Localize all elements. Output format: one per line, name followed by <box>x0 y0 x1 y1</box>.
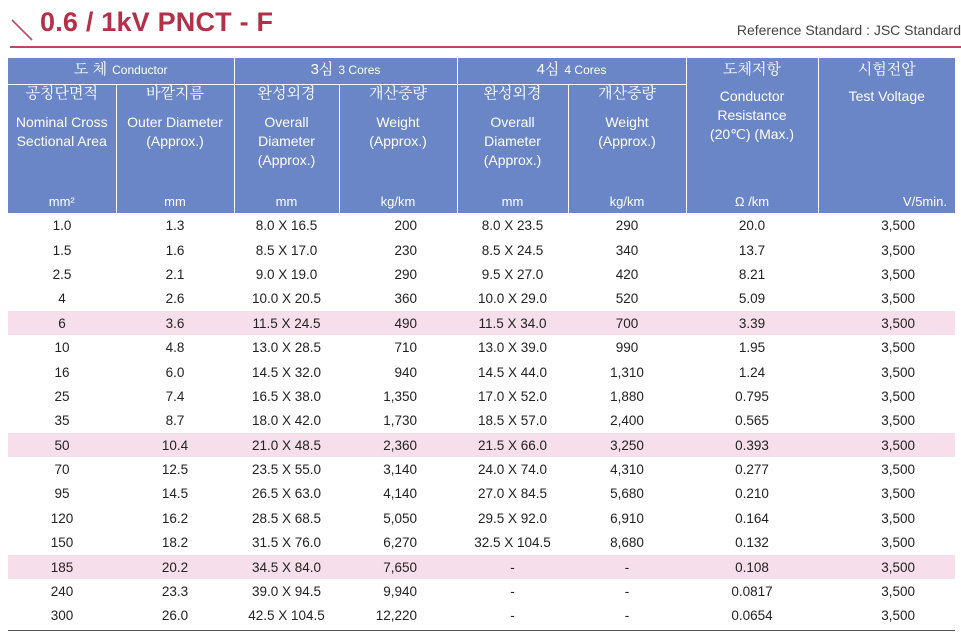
cell-resistance: 8.21 <box>738 266 766 282</box>
cell-outer-diameter: 4.8 <box>165 340 185 356</box>
reference-standard: Reference Standard : JSC Standard <box>736 22 961 38</box>
cell-weight-3: 1,730 <box>383 413 417 429</box>
cell-resistance: 0.393 <box>686 433 818 457</box>
cell-test-voltage: 3,500 <box>881 535 915 551</box>
bottom-divider <box>8 630 955 631</box>
cell-weight-4: 6,910 <box>610 510 644 526</box>
cell-area: 1.0 <box>52 217 72 233</box>
cell-weight-3: 6,270 <box>383 535 417 551</box>
cell-test-voltage: 3,500 <box>881 340 915 356</box>
cell-test-voltage: 3,500 <box>881 388 915 404</box>
cell-area: 25 <box>54 388 70 404</box>
header-4-cores: 4심 4 Cores <box>457 58 686 85</box>
title-bar <box>0 0 961 50</box>
cell-weight-4: - <box>624 584 630 600</box>
cell-area: 240 <box>50 584 74 600</box>
cell-resistance: 13.7 <box>738 242 766 258</box>
cell-resistance: 0.132 <box>735 535 769 551</box>
cell-overall-diameter-4: 10.0 X 29.0 <box>477 291 548 307</box>
cell-weight-4: 3,250 <box>568 433 686 457</box>
cell-test-voltage: 3,500 <box>881 364 915 380</box>
cell-weight-4: 990 <box>615 340 639 356</box>
table-row <box>8 238 955 262</box>
cell-overall-diameter-3: 23.5 X 55.0 <box>251 462 322 478</box>
cell-resistance: 0.277 <box>735 462 769 478</box>
cell-area: 70 <box>54 462 70 478</box>
cell-overall-diameter-4: 21.5 X 66.0 <box>457 433 568 457</box>
cell-weight-3: 9,940 <box>383 584 417 600</box>
cell-test-voltage: 3,500 <box>818 555 955 579</box>
cell-overall-diameter-3: 14.5 X 32.0 <box>251 364 322 380</box>
cell-test-voltage: 3,500 <box>881 266 915 282</box>
cell-overall-diameter-3: 8.0 X 16.5 <box>255 217 318 233</box>
cell-resistance: 20.0 <box>738 218 766 234</box>
cell-outer-diameter: 3.6 <box>116 311 234 335</box>
cell-overall-diameter-3: 18.0 X 42.0 <box>251 413 322 429</box>
cell-weight-3: 1,350 <box>383 388 417 404</box>
table-row <box>8 409 955 433</box>
cell-area: 1.5 <box>52 242 72 258</box>
cell-overall-diameter-3: 39.0 X 94.5 <box>251 584 322 600</box>
cell-resistance: 0.795 <box>735 388 769 404</box>
cell-outer-diameter: 6.0 <box>165 364 185 380</box>
cell-weight-4: 420 <box>615 266 639 282</box>
cell-weight-3: 5,050 <box>383 510 417 526</box>
cell-overall-diameter-3: 9.0 X 19.0 <box>255 266 318 282</box>
cell-overall-diameter-4: 11.5 X 34.0 <box>457 311 568 335</box>
cell-weight-4: 340 <box>615 242 639 258</box>
header-voltage: 시험전압 Test Voltage V/5min. <box>818 58 955 213</box>
cell-area: 2.5 <box>52 266 72 282</box>
cell-overall-diameter-3: 8.5 X 17.0 <box>255 242 318 258</box>
header-overall-diameter-3: 완성외경 Overall Diameter (Approx.) mm <box>234 85 339 214</box>
cell-weight-4: - <box>624 608 630 624</box>
cell-overall-diameter-4: 14.5 X 44.0 <box>477 364 548 380</box>
cell-weight-3: 230 <box>394 242 417 258</box>
cell-outer-diameter: 2.1 <box>165 266 185 282</box>
cell-overall-diameter-4: 13.0 X 39.0 <box>477 340 548 356</box>
table-row <box>8 531 955 555</box>
cell-test-voltage: 3,500 <box>818 311 955 335</box>
cell-test-voltage: 3,500 <box>881 462 915 478</box>
cell-overall-diameter-3: 28.5 X 68.5 <box>251 510 322 526</box>
cell-overall-diameter-4: 17.0 X 52.0 <box>477 388 548 404</box>
header-weight-3: 개산중량 Weight (Approx.) kg/km <box>339 85 457 214</box>
cell-area: 35 <box>54 413 70 429</box>
cell-outer-diameter: 12.5 <box>161 462 189 478</box>
table-row <box>8 579 955 603</box>
cell-area: 120 <box>50 510 74 526</box>
cell-resistance: 0.164 <box>735 510 769 526</box>
header-resistance: 도체저항 Conductor Resistance (20℃) (Max.) Ω /km <box>686 58 818 213</box>
cell-area: 16 <box>54 364 70 380</box>
cell-outer-diameter: 7.4 <box>165 388 185 404</box>
cell-overall-diameter-4: 8.0 X 23.5 <box>481 217 544 233</box>
table-row <box>8 555 955 579</box>
cell-resistance: 0.210 <box>735 486 769 502</box>
cell-resistance: 0.565 <box>735 413 769 429</box>
cell-overall-diameter-4: 8.5 X 24.5 <box>481 242 544 258</box>
spec-table <box>8 58 955 628</box>
table-row <box>8 311 955 335</box>
header-overall-diameter-4: 완성외경 Overall Diameter (Approx.) mm <box>457 85 568 214</box>
cell-test-voltage: 3,500 <box>881 242 915 258</box>
cell-weight-3: 7,650 <box>339 555 457 579</box>
cell-outer-diameter: 14.5 <box>161 486 189 502</box>
cell-outer-diameter: 18.2 <box>161 535 189 551</box>
cell-resistance: 0.108 <box>686 555 818 579</box>
cell-weight-4: 5,680 <box>610 486 644 502</box>
cell-weight-3: 490 <box>339 311 457 335</box>
cell-resistance: 1.95 <box>738 340 766 356</box>
cell-overall-diameter-3: 13.0 X 28.5 <box>251 340 322 356</box>
header-outer-diameter: 바깥지름 Outer Diameter (Approx.) mm <box>116 85 234 214</box>
cell-weight-4: 290 <box>615 217 639 233</box>
cell-overall-diameter-3: 16.5 X 38.0 <box>251 388 322 404</box>
cell-area: 50 <box>8 433 116 457</box>
cell-overall-diameter-4: - <box>510 584 515 600</box>
table-row <box>8 287 955 311</box>
cell-resistance: 3.39 <box>686 311 818 335</box>
cell-area: 95 <box>54 486 70 502</box>
header-nominal-area: 공칭단면적 Nominal Cross Sectional Area mm² <box>8 85 116 214</box>
cell-weight-3: 12,220 <box>375 608 417 624</box>
cell-resistance: 5.09 <box>738 291 766 307</box>
cell-outer-diameter: 20.2 <box>116 555 234 579</box>
cell-outer-diameter: 10.4 <box>116 433 234 457</box>
table-row <box>8 335 955 359</box>
cell-test-voltage: 3,500 <box>881 291 915 307</box>
cell-weight-4: 700 <box>568 311 686 335</box>
table-row <box>8 213 955 238</box>
cell-weight-3: 3,140 <box>383 462 417 478</box>
cell-outer-diameter: 16.2 <box>161 510 189 526</box>
header-conductor: 도 체 Conductor <box>8 58 234 85</box>
cell-resistance: 0.0817 <box>731 584 773 600</box>
cell-weight-4: 4,310 <box>610 462 644 478</box>
table-body <box>8 213 955 628</box>
cell-overall-diameter-3: 26.5 X 63.0 <box>251 486 322 502</box>
cell-weight-4: 1,310 <box>610 364 644 380</box>
cell-test-voltage: 3,500 <box>881 510 915 526</box>
cell-overall-diameter-3: 34.5 X 84.0 <box>234 555 339 579</box>
cell-weight-4: 1,880 <box>610 388 644 404</box>
cell-overall-diameter-4: - <box>510 608 515 624</box>
cell-overall-diameter-3: 11.5 X 24.5 <box>234 311 339 335</box>
cell-outer-diameter: 1.6 <box>165 242 185 258</box>
cell-weight-3: 360 <box>394 291 417 307</box>
table-row <box>8 506 955 530</box>
cell-overall-diameter-4: 27.0 X 84.5 <box>477 486 548 502</box>
cell-outer-diameter: 2.6 <box>165 291 185 307</box>
cell-weight-3: 2,360 <box>339 433 457 457</box>
cell-overall-diameter-3: 42.5 X 104.5 <box>248 608 325 624</box>
cell-test-voltage: 3,500 <box>881 584 915 600</box>
cell-overall-diameter-4: 24.0 X 74.0 <box>477 462 548 478</box>
cell-area: 185 <box>8 555 116 579</box>
cell-test-voltage: 3,500 <box>818 433 955 457</box>
table-row <box>8 433 955 457</box>
cell-area: 300 <box>50 608 74 624</box>
cell-weight-4: 8,680 <box>610 535 644 551</box>
cell-outer-diameter: 23.3 <box>161 584 189 600</box>
cell-outer-diameter: 1.3 <box>165 217 185 233</box>
title-divider <box>10 46 961 48</box>
cell-overall-diameter-3: 10.0 X 20.5 <box>251 291 322 307</box>
cell-area: 150 <box>50 535 74 551</box>
cell-test-voltage: 3,500 <box>881 218 915 234</box>
cell-test-voltage: 3,500 <box>881 608 915 624</box>
header-3-cores: 3심 3 Cores <box>234 58 457 85</box>
cell-area: 4 <box>58 291 66 307</box>
cell-overall-diameter-4: 9.5 X 27.0 <box>481 266 544 282</box>
cell-overall-diameter-4: 18.5 X 57.0 <box>477 413 548 429</box>
table-row <box>8 604 955 628</box>
cell-outer-diameter: 8.7 <box>165 413 185 429</box>
cell-overall-diameter-3: 31.5 X 76.0 <box>251 535 322 551</box>
page-title: 0.6 / 1kV PNCT - F <box>40 7 274 37</box>
cell-resistance: 0.0654 <box>731 608 773 624</box>
cell-weight-4: - <box>568 555 686 579</box>
cell-overall-diameter-3: 21.0 X 48.5 <box>234 433 339 457</box>
cell-weight-3: 4,140 <box>383 486 417 502</box>
cell-weight-4: 2,400 <box>610 413 644 429</box>
cell-resistance: 1.24 <box>738 364 766 380</box>
cell-area: 6 <box>8 311 116 335</box>
cell-area: 10 <box>54 340 70 356</box>
cell-weight-3: 710 <box>394 340 417 356</box>
cell-weight-3: 290 <box>394 266 417 282</box>
cell-test-voltage: 3,500 <box>881 413 915 429</box>
table-row <box>8 360 955 384</box>
table-row <box>8 457 955 481</box>
cell-overall-diameter-4: 32.5 X 104.5 <box>474 535 551 551</box>
table-row <box>8 482 955 506</box>
header-weight-4: 개산중량 Weight (Approx.) kg/km <box>568 85 686 214</box>
table-row <box>8 262 955 286</box>
cell-overall-diameter-4: - <box>457 555 568 579</box>
cell-overall-diameter-4: 29.5 X 92.0 <box>477 510 548 526</box>
cell-test-voltage: 3,500 <box>881 486 915 502</box>
title-slash-icon <box>10 16 36 42</box>
table-row <box>8 384 955 408</box>
cell-outer-diameter: 26.0 <box>161 608 189 624</box>
cell-weight-3: 940 <box>394 364 417 380</box>
cell-weight-3: 200 <box>394 217 417 233</box>
cell-weight-4: 520 <box>615 291 639 307</box>
